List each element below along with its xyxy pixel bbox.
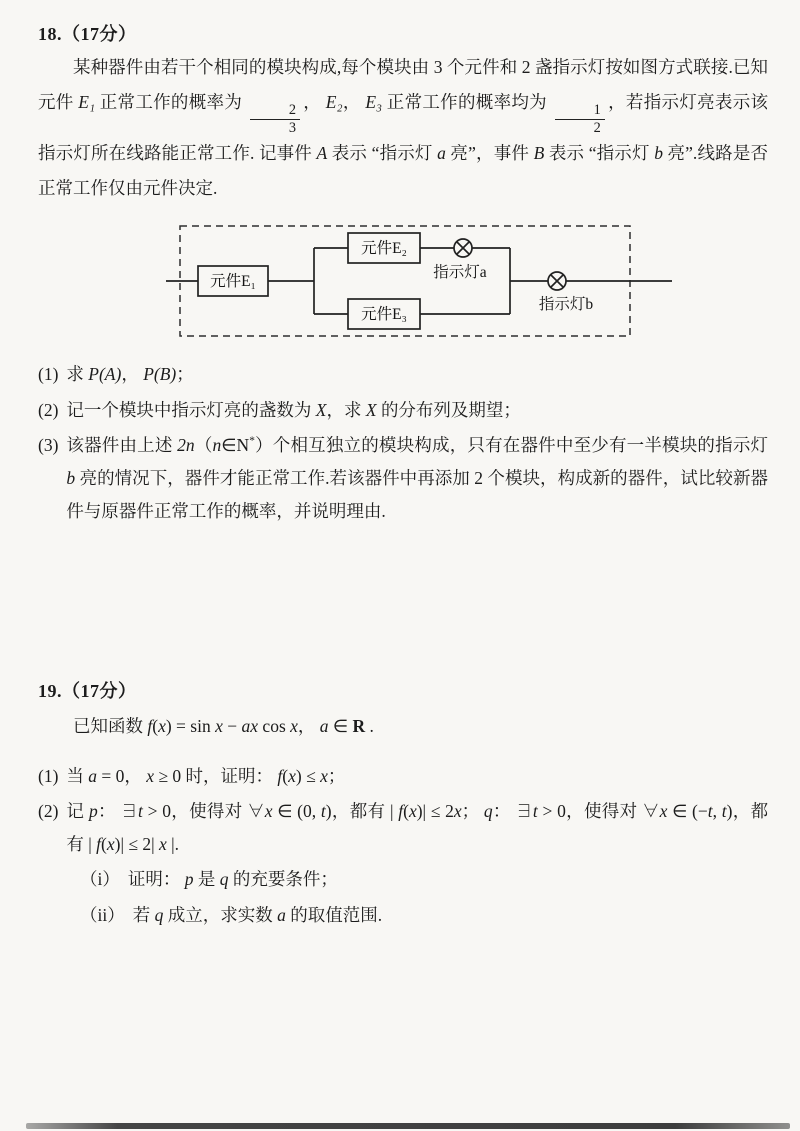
- component-e1-label: 元件E₁: [210, 273, 256, 291]
- lamp-b-icon: [548, 272, 566, 290]
- part-label: (3): [38, 434, 59, 455]
- subpart-text: 若 q 成立，求实数 a 的取值范围.: [132, 904, 383, 925]
- problem-19-subpart-i: [38, 863, 768, 896]
- problem-19-parts: [38, 760, 768, 932]
- problem-19-subpart-ii: [38, 899, 768, 932]
- part-label: (2): [38, 399, 59, 420]
- circuit-diagram: [166, 220, 678, 342]
- problem-19-part-1: [38, 760, 768, 793]
- problem-18-part-1: [38, 358, 768, 391]
- problem-18-part-3: [38, 429, 768, 529]
- component-e2-label: 元件E₂: [361, 240, 407, 258]
- part-text: 该器件由上述 2n（n∈N*）个相互独立的模块构成，只有在器件中至少有一半模块的指示灯 b 亮的情况下，器件才能正常工作.若该器件中再添加 2 个模块，构成新的器件，试比较新器件与原器件正常工作的概率，并说明理由.: [66, 434, 769, 522]
- problem-19-number: 19.: [38, 680, 62, 701]
- part-label: (1): [38, 364, 59, 385]
- problem-19-part-2: [38, 795, 768, 862]
- part-label: (2): [38, 800, 59, 821]
- subpart-label: （i）: [80, 869, 120, 890]
- problem-19-header: [38, 677, 768, 703]
- part-label: (1): [38, 765, 59, 786]
- problem-18-part-2: [38, 394, 768, 427]
- lamp-a-label: 指示灯a: [433, 264, 487, 282]
- component-e3-label: 元件E₃: [361, 306, 407, 324]
- lamp-b-label: 指示灯b: [538, 296, 594, 314]
- problem-18-points: （17分）: [62, 24, 137, 44]
- lamp-a-icon: [454, 239, 472, 257]
- problem-18-parts: [38, 358, 768, 528]
- part-text: 记 p： ∃t > 0，使得对 ∀x ∈ (0, t)，都有 | f(x)| ≤ 2x； q： ∃t > 0，使得对 ∀x ∈ (−t, t)，都有 | f(x)| ≤ 2| x |.: [66, 800, 769, 855]
- problem-18-intro: 某种器件由若干个相同的模块构成,每个模块由 3 个元件和 2 盏指示灯按如图方式联接.已知元件 E₁ 正常工作的概率为 $\frac{2}{3}$ ， E₂， E₃ 正常工作的概率均为 $\frac{1}{2}$ ，若指示灯亮表示该指示灯所在线路能正常工作. 记事件 A 表示 “指示灯 a 亮”，事件 B 表示 “指示灯 b 亮”.线路是否正常工作仅由元件决定.: [38, 57, 769, 199]
- problem-19-points: （17分）: [62, 680, 137, 701]
- subpart-text: 证明： p 是 q 的充要条件；: [127, 869, 338, 890]
- part-text: 求 P(A)， P(B)；: [66, 364, 194, 385]
- problem-19-intro: 已知函数 f(x) = sin x − ax cos x， a ∈ R .: [73, 715, 374, 736]
- subpart-label: （ii）: [80, 904, 125, 925]
- problem-18-header: [38, 20, 768, 46]
- problem-18: [38, 20, 768, 529]
- part-text: 当 a = 0， x ≥ 0 时，证明： f(x) ≤ x；: [66, 765, 346, 786]
- circuit-figure: [166, 220, 768, 342]
- part-text: 记一个模块中指示灯亮的盏数为 X，求 X 的分布列及期望；: [66, 399, 521, 420]
- problem-18-number: 18.: [38, 24, 62, 44]
- problem-19: [38, 677, 768, 932]
- scan-artifact-bottom: [26, 1123, 790, 1129]
